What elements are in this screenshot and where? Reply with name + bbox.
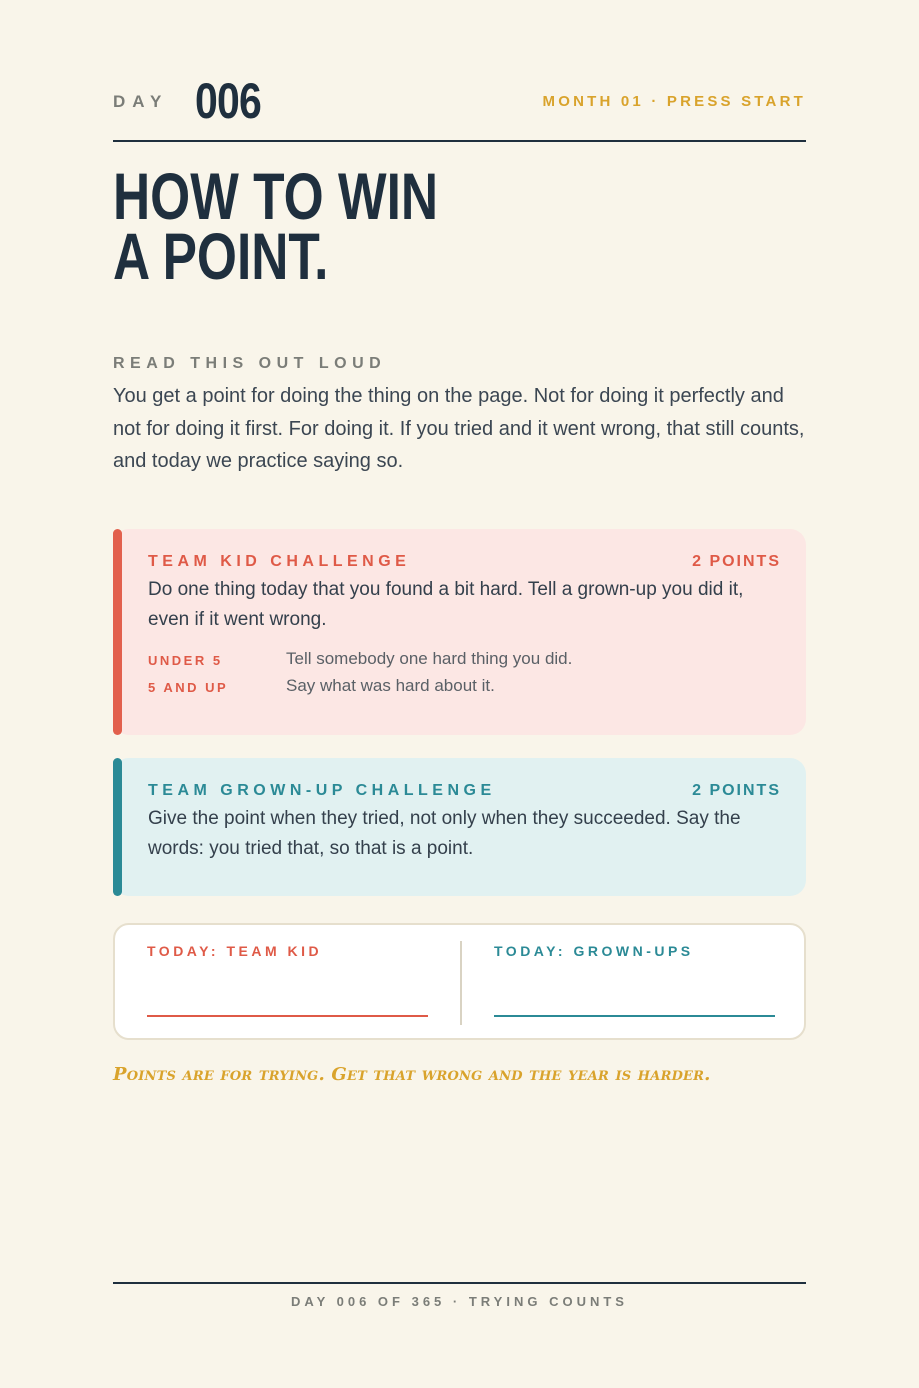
kid-challenge-label: TEAM KID CHALLENGE <box>148 553 411 570</box>
age-label: 5 AND UP <box>148 680 229 695</box>
today-grown-ups-writing-line[interactable] <box>494 1015 775 1017</box>
kid-challenge-points: 2 POINTS <box>692 553 781 570</box>
age-label: UNDER 5 <box>148 653 223 668</box>
day-number: 006 <box>195 73 261 129</box>
page-title <box>113 159 439 293</box>
age-text: Tell somebody one hard thing you did. <box>286 649 573 668</box>
page-footer <box>113 1282 806 1309</box>
footer-text: DAY 006 OF 365 · TRYING COUNTS <box>291 1294 628 1309</box>
kid-challenge-text: Do one thing today that you found a bit hard. Tell a grown-up you did it, even if it went wrong. <box>148 579 744 630</box>
today-tracker <box>113 923 806 1040</box>
day-label: DAY <box>113 92 169 111</box>
handwritten-note: Points are for trying. Get that wrong and the year is harder. <box>113 1064 711 1085</box>
kid-challenge-card <box>113 529 806 735</box>
today-grown-ups-label: TODAY: GROWN-UPS <box>494 943 694 959</box>
title-line-2: A POINT. <box>113 219 329 293</box>
grown-up-challenge-points: 2 POINTS <box>692 782 781 799</box>
page-header <box>113 70 806 142</box>
age-text: Say what was hard about it. <box>286 676 495 695</box>
title-line-1: HOW TO WIN <box>113 159 439 233</box>
grown-up-challenge-card <box>113 758 806 896</box>
age-row-under-5 <box>148 649 788 673</box>
today-kid-label: TODAY: TEAM KID <box>147 943 323 959</box>
grown-up-accent-bar <box>113 758 122 896</box>
kid-accent-bar <box>113 529 122 735</box>
grown-up-challenge-label: TEAM GROWN-UP CHALLENGE <box>148 782 496 799</box>
today-kid-writing-line[interactable] <box>147 1015 428 1017</box>
read-aloud-label: READ THIS OUT LOUD <box>113 355 387 372</box>
grown-up-challenge-text: Give the point when they tried, not only when they succeeded. Say the words: you tried that, so that is a point. <box>148 808 741 859</box>
month-label: MONTH 01 · PRESS START <box>542 93 806 110</box>
read-aloud-body: You get a point for doing the thing on the page. Not for doing it perfectly and not for doing it first. For doing it. If you tried and it went wrong, that still counts, and today we practice saying so. <box>113 385 805 472</box>
today-divider <box>460 941 462 1025</box>
age-row-5-and-up <box>148 676 788 700</box>
